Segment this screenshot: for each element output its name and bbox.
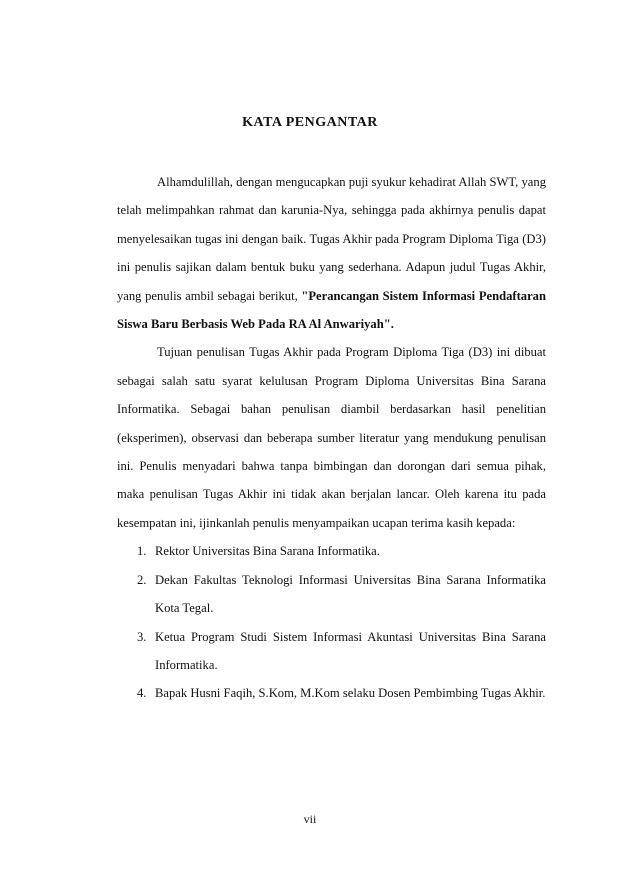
list-item-text: Dekan Fakultas Teknologi Informasi Universitas Bina Sarana Informatika Kota Tegal. <box>155 572 546 616</box>
paragraph-1 <box>117 168 546 338</box>
list-item-text: Rektor Universitas Bina Sarana Informatika. <box>155 544 380 559</box>
page-title: KATA PENGANTAR <box>242 115 378 130</box>
list-item <box>117 623 546 680</box>
list-item-text: Bapak Husni Faqih, S.Kom, M.Kom selaku Dosen Pembimbing Tugas Akhir. <box>155 686 546 701</box>
list-item-number: 3. <box>137 629 147 644</box>
acknowledgement-list <box>117 537 546 707</box>
list-item-number: 1. <box>137 544 147 559</box>
list-item-number: 4. <box>137 686 147 701</box>
list-item-text: Ketua Program Studi Sistem Informasi Akuntasi Universitas Bina Sarana Informatika. <box>155 629 546 672</box>
list-item <box>117 566 546 623</box>
list-item <box>117 679 546 707</box>
paragraph-1-text: Alhamdulillah, dengan mengucapkan puji syukur kehadirat Allah SWT, yang telah melimpahkan rahmat dan karunia-Nya, sehingga pada akhirnya penulis dapat menyelesaikan tugas ini dengan baik. Tugas Akhir pada Program Diploma Tiga (D3) ini penulis sajikan dalam bentuk buku yang sederhana. Adapun judul Tugas Akhir, yang penulis ambil sebagai berikut, <box>117 175 546 303</box>
document-body <box>117 168 546 708</box>
list-item-number: 2. <box>137 572 147 587</box>
thesis-title: "Perancangan Sistem Informasi Pendaftaran Siswa Baru Berbasis Web Pada RA Al Anwariyah". <box>117 288 546 332</box>
list-item <box>117 537 546 565</box>
paragraph-2: Tujuan penulisan Tugas Akhir pada Program Diploma Tiga (D3) ini dibuat sebagai salah satu syarat kelulusan Program Diploma Universitas Bina Sarana Informatika. Sebagai bahan penulisan diambil berdasarkan hasil penelitian (eksperimen), observasi dan beberapa sumber literatur yang mendukung penulisan ini. Penulis menyadari bahwa tanpa bimbingan dan dorongan dari semua pihak, maka penulisan Tugas Akhir ini tidak akan berjalan lancar. Oleh karena itu pada kesempatan ini, ijinkanlah penulis menyampaikan ucapan terima kasih kepada: <box>117 345 546 530</box>
page-number: vii <box>303 812 317 826</box>
